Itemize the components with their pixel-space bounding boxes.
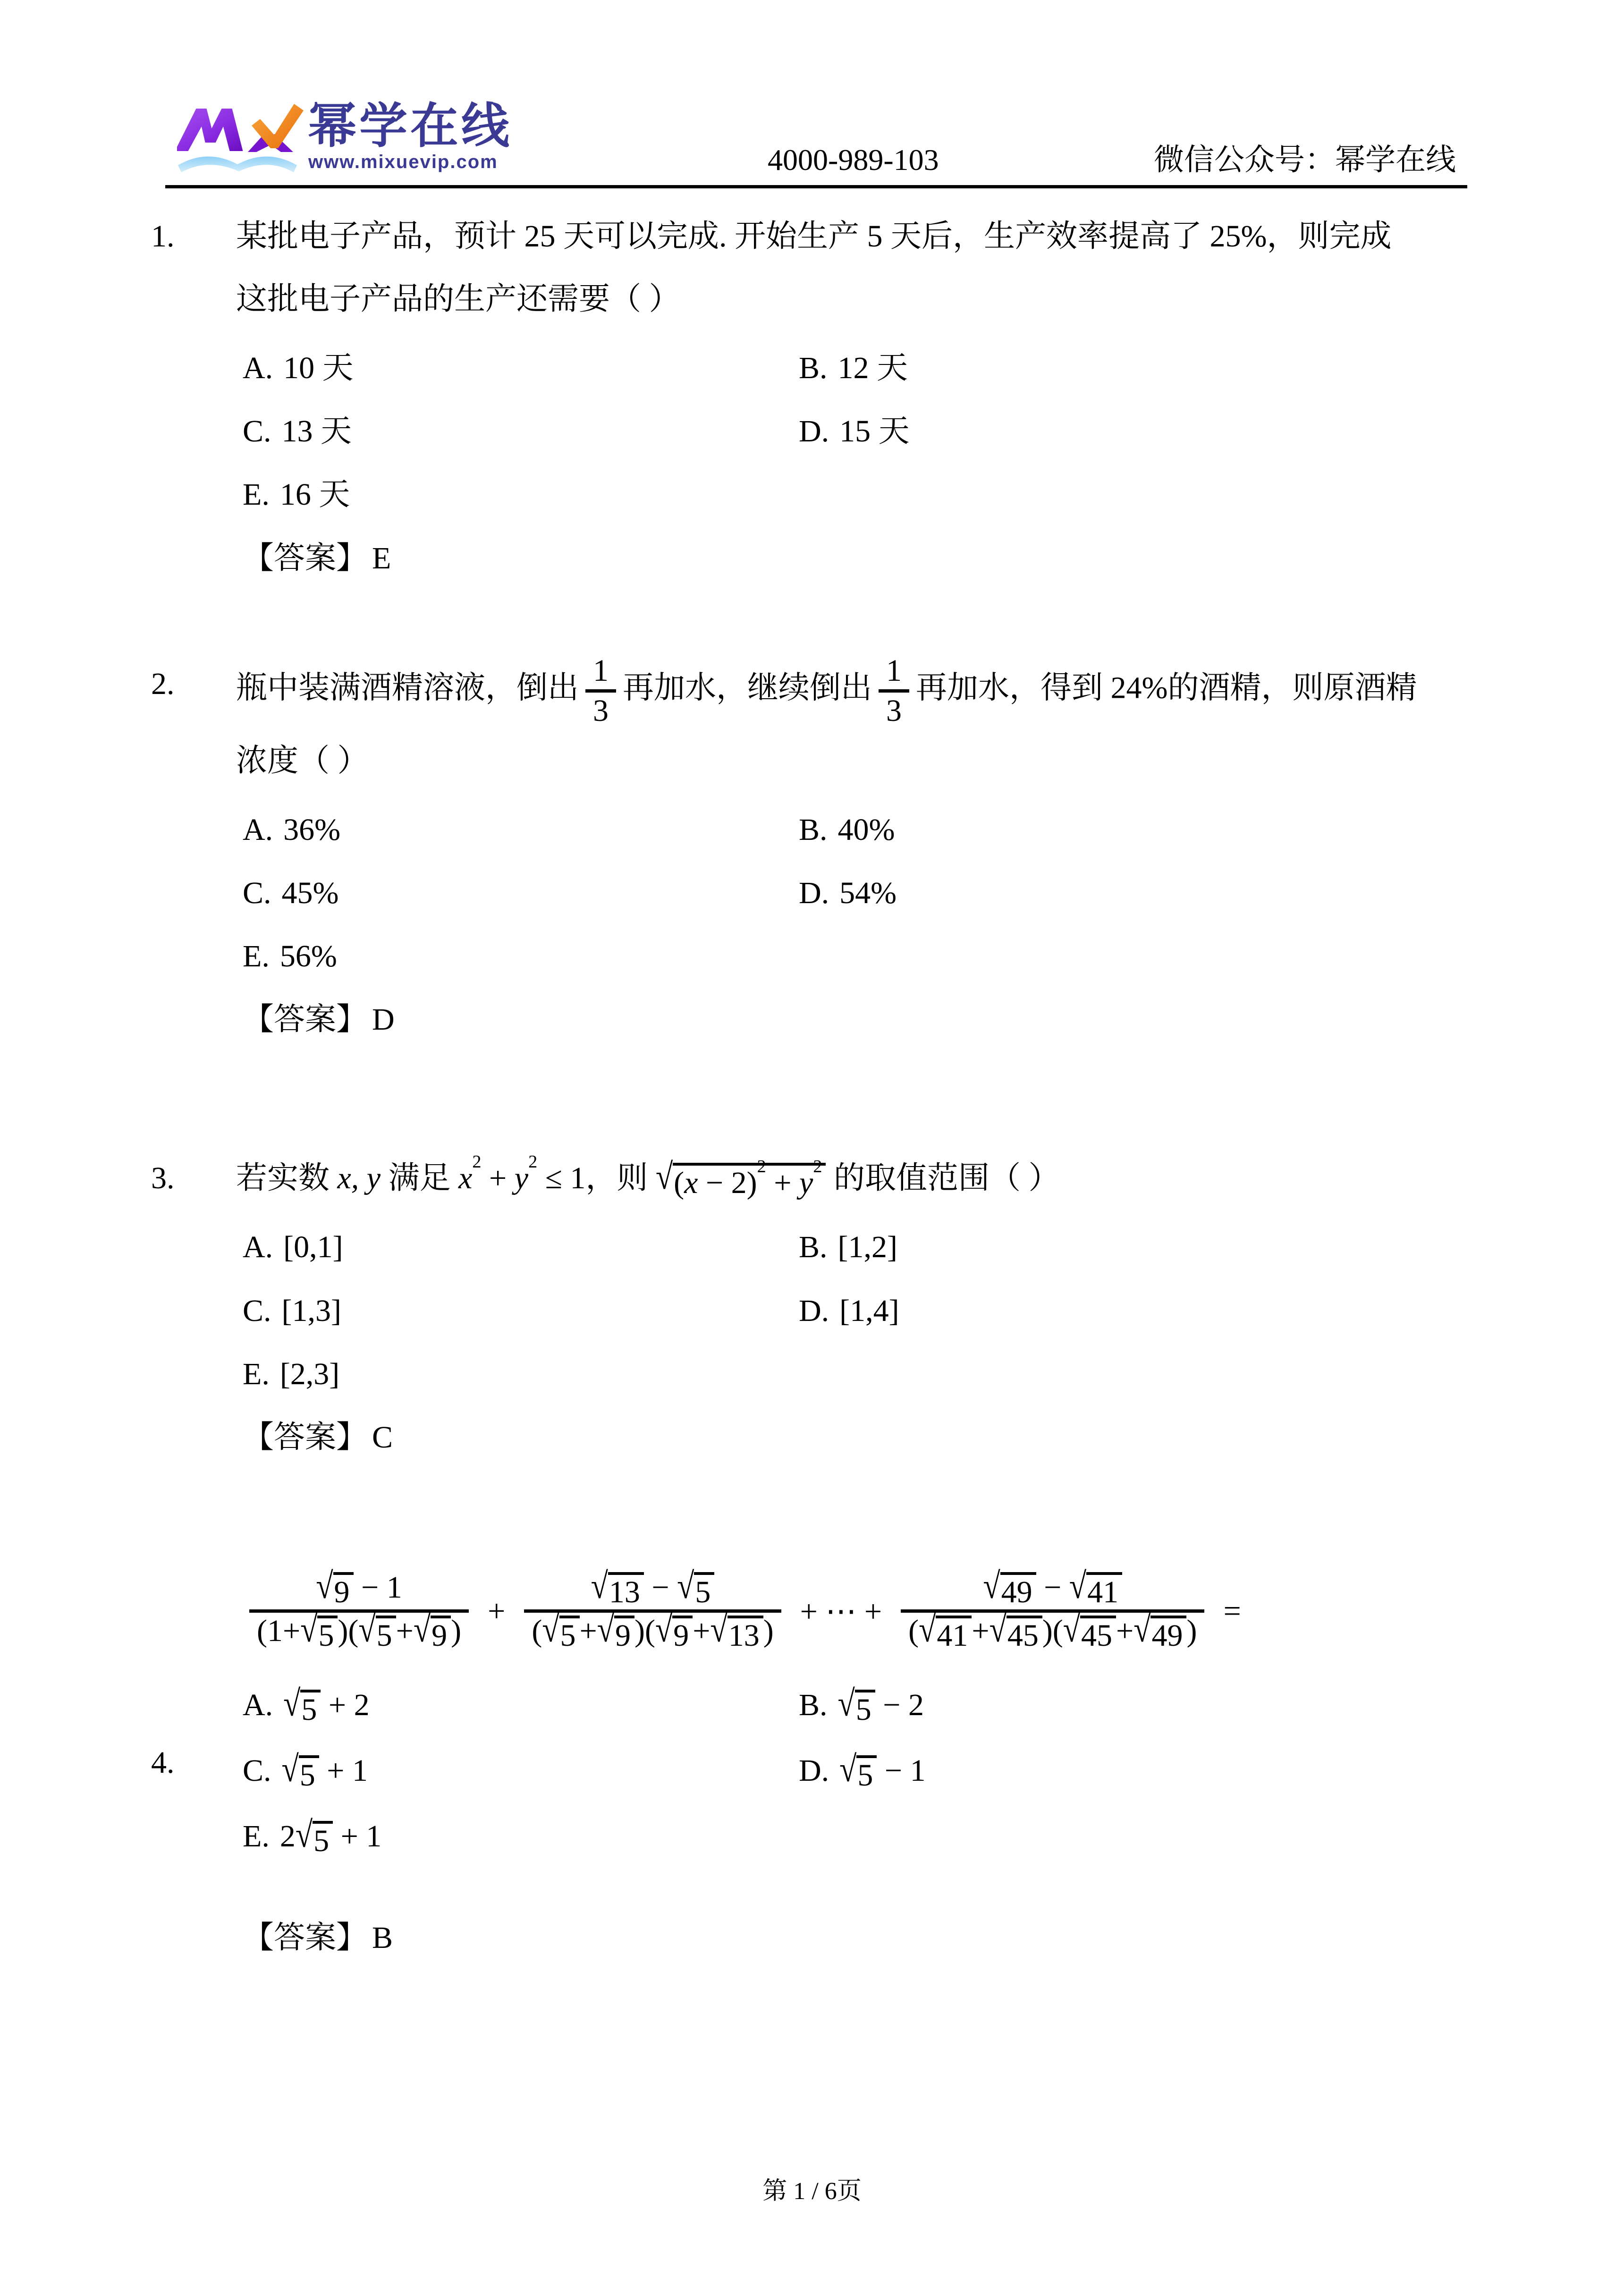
mx-logo-icon xyxy=(177,103,304,173)
option-value: √ 5 − 1 xyxy=(839,1749,926,1793)
question-1 xyxy=(151,205,1478,577)
option-value: [1,3] xyxy=(281,1293,341,1328)
option-b xyxy=(799,1228,1478,1266)
option-e xyxy=(243,1355,799,1393)
answer-value: D xyxy=(372,1002,395,1037)
question-text: 某批电子产品，预计 25 天可以完成. 开始生产 5 天后，生产效率提高了 25%，则完成 这批电子产品的生产还需要（ ） xyxy=(236,219,1392,316)
option-d xyxy=(799,1749,1478,1793)
option-d xyxy=(799,1292,1478,1329)
option-value: 13 天 xyxy=(281,414,352,449)
option-label: B. xyxy=(799,1687,828,1722)
answer-label: 【答案】 xyxy=(243,541,367,575)
option-value: 15 天 xyxy=(839,414,910,449)
option-value: [2,3] xyxy=(279,1356,340,1391)
header-divider xyxy=(165,185,1467,188)
option-c xyxy=(243,874,799,912)
option-label: D. xyxy=(799,875,829,910)
option-value: √ 5 − 2 xyxy=(837,1683,924,1727)
option-d xyxy=(799,413,1478,450)
option-label: D. xyxy=(799,1753,829,1788)
option-value: 36% xyxy=(283,812,341,847)
option-value: 2 √ 5 + 1 xyxy=(279,1814,382,1859)
option-label: E. xyxy=(243,1356,270,1391)
option-value: 56% xyxy=(279,939,337,973)
option-b xyxy=(799,1683,1478,1727)
option-a xyxy=(243,1683,799,1727)
question-list xyxy=(0,205,1624,1956)
option-value: 16 天 xyxy=(279,477,350,512)
option-b xyxy=(799,349,1478,387)
question-body xyxy=(236,205,1478,577)
question-body xyxy=(236,1565,1478,1956)
option-value: 10 天 xyxy=(283,351,354,385)
option-value: [1,2] xyxy=(837,1230,897,1265)
option-label: C. xyxy=(243,1753,271,1788)
option-label: D. xyxy=(799,1293,829,1328)
options-grid xyxy=(236,1228,1478,1393)
option-label: E. xyxy=(243,1819,270,1854)
option-label: E. xyxy=(243,939,270,973)
option-c xyxy=(243,413,799,450)
option-value: √ 5 + 2 xyxy=(283,1683,370,1727)
question-number: 4. xyxy=(151,1745,175,1780)
option-label: D. xyxy=(799,414,829,449)
question-number: 3. xyxy=(151,1161,175,1196)
brand-url: www.mixuevip.com xyxy=(308,152,498,172)
option-label: C. xyxy=(243,1293,271,1328)
mixue-logo xyxy=(177,100,512,173)
option-label: A. xyxy=(243,351,273,385)
option-value: [1,4] xyxy=(839,1293,899,1328)
answer-label: 【答案】 xyxy=(243,1920,367,1955)
option-e xyxy=(243,476,799,513)
option-value: [0,1] xyxy=(283,1230,343,1265)
option-value: 12 天 xyxy=(837,351,908,385)
option-label: B. xyxy=(799,812,828,847)
question-4 xyxy=(151,1565,1478,1956)
answer-line xyxy=(236,1001,1478,1038)
option-label: B. xyxy=(799,351,828,385)
question-text: 瓶中装满酒精溶液，倒出 $\frac{1}{3}$ 再加水，继续倒出 $\frac{1}{3}$ 再加水，得到 24%的酒精，则原酒精 浓度（ ） xyxy=(236,653,1417,778)
option-a xyxy=(243,349,799,387)
option-value: 45% xyxy=(281,875,339,910)
page-number: 第 1 / 6页 xyxy=(762,2178,862,2205)
options-grid xyxy=(236,1683,1478,1859)
option-a xyxy=(243,811,799,848)
option-label: A. xyxy=(243,812,273,847)
phone-number: 4000-989-103 xyxy=(768,143,939,177)
option-c xyxy=(243,1292,799,1329)
option-a xyxy=(243,1228,799,1266)
answer-line xyxy=(236,1419,1478,1456)
option-value: 40% xyxy=(837,812,895,847)
option-label: C. xyxy=(243,875,271,910)
answer-label: 【答案】 xyxy=(243,1420,367,1455)
option-value: 54% xyxy=(839,875,897,910)
option-value: √ 5 + 1 xyxy=(281,1749,368,1793)
option-label: E. xyxy=(243,477,270,512)
option-c xyxy=(243,1749,799,1793)
answer-line xyxy=(236,1919,1478,1956)
option-label: C. xyxy=(243,414,271,449)
brand-name: 幂学在线 xyxy=(308,100,512,153)
question-number: 1. xyxy=(151,219,175,254)
question-2 xyxy=(151,652,1478,1039)
option-e xyxy=(243,1814,799,1859)
logo-text xyxy=(308,100,512,173)
option-b xyxy=(799,811,1478,848)
wechat-account: 微信公众号：幂学在线 xyxy=(1154,143,1456,177)
answer-value: C xyxy=(372,1420,393,1455)
option-label: B. xyxy=(799,1230,828,1265)
option-label: A. xyxy=(243,1230,273,1265)
option-label: A. xyxy=(243,1687,273,1722)
answer-label: 【答案】 xyxy=(243,1002,367,1037)
question-3 xyxy=(151,1147,1478,1456)
answer-line xyxy=(236,540,1478,577)
answer-value: E xyxy=(372,541,391,575)
option-e xyxy=(243,938,799,975)
question-text: 若实数 x, y 满足 $x^2 + y^2 \le 1$，则 √ $(x - 2)^2 + y^2$ 的取值范围（ ） xyxy=(236,1152,1060,1201)
question-equation: √ 9 − 1 (1+ √ 5 )( √ 5 + √ 9 ) + √ 13 − √ 5 ( √ 5 + √ 9 )( √ 9 + √ 13 ) + ⋯ + √ 49 − √ 41 ( √ 41 + √ 45 )( √ 45 + √ 49 ) = xyxy=(236,1569,1478,1653)
question-number: 2. xyxy=(151,666,175,701)
question-body xyxy=(236,1147,1478,1456)
question-body xyxy=(236,652,1478,1039)
option-d xyxy=(799,874,1478,912)
options-grid xyxy=(236,811,1478,975)
page-header xyxy=(0,0,1624,189)
options-grid xyxy=(236,349,1478,514)
answer-value: B xyxy=(372,1920,393,1955)
